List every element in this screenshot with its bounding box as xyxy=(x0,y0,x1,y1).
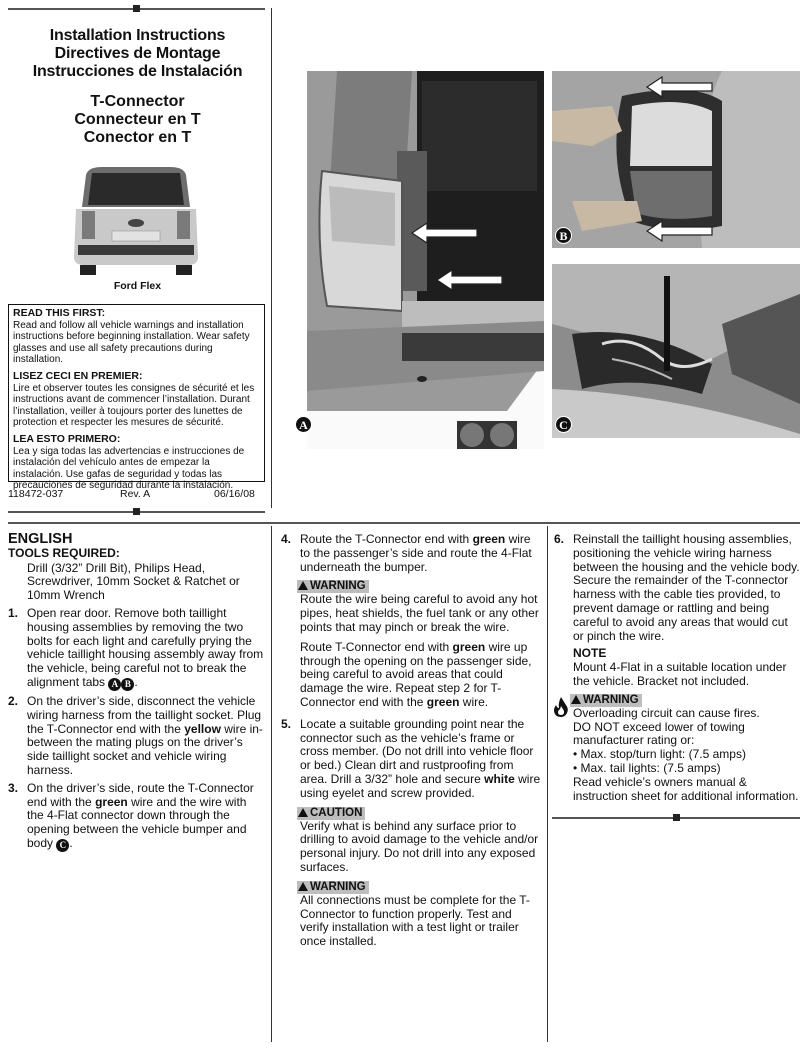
rule-marker xyxy=(673,814,680,821)
read-first-heading-es: LEA ESTO PRIMERO: xyxy=(13,432,121,445)
column-divider xyxy=(271,8,272,508)
product-en: T-Connector xyxy=(90,93,185,110)
step-5 xyxy=(281,718,543,801)
step-4-text-b: wire to the passenger’s side and route the 4-Flat underneath the bumper. xyxy=(300,532,532,574)
column-divider xyxy=(547,526,548,1042)
step-3: 3. On the driver’s side, route the T-Connector end with the green wire and the wire with the 4-Flat connector down through the opening between the vehicle bumper and body C . xyxy=(8,780,254,850)
column-3 xyxy=(554,533,800,803)
figure-ref-b: B xyxy=(121,678,134,691)
step-5-text-b: wire using eyelet and screw provided. xyxy=(300,771,541,800)
wire-color-green: green xyxy=(426,694,460,709)
warning-line-3: Read vehicle’s owners manual & instruction sheet for additional information. xyxy=(573,774,799,803)
read-first-body-es: Lea y siga todas las advertencias e instrucciones de instalación del vehículo antes de empezar la instalación. Use gafas de seguridad y todas las precauciones de seguridad durante la instalación. xyxy=(13,445,245,492)
warning-2-text: All connections must be complete for the T-Connector to function properly. Test and verify installation with a test light or trailer once installed. xyxy=(300,892,530,949)
step-1-text: Open rear door. Remove both taillight housing assemblies by removing the two bolts for each light and carefully prying the vehicle taillight housing assembly away from the vehicle, being careful not to break the alignment tabs xyxy=(27,605,264,689)
warning-label: WARNING xyxy=(310,880,366,893)
figure-ref-c: C xyxy=(56,839,69,852)
photo-a-rear-door xyxy=(307,71,544,449)
route-paragraph xyxy=(281,641,543,710)
tools-list: Drill (3/32” Drill Bit), Philips Head, Screwdriver, 10mm Socket & Ratchet or 10mm Wrench xyxy=(27,560,240,603)
step-4 xyxy=(281,533,543,574)
vehicle-caption: Ford Flex xyxy=(113,280,162,292)
figure-label-c: C xyxy=(555,416,572,433)
title-fr: Directives de Montage xyxy=(54,45,221,62)
read-first-body-en: Read and follow all vehicle warnings and installation instructions before beginning installation. Wear safety glasses and use all safety precautions during installation. xyxy=(13,319,250,366)
note-text: Mount 4-Flat in a suitable location under the vehicle. Bracket not included. xyxy=(573,660,787,688)
caution-tag xyxy=(297,807,365,820)
title-en: Installation Instructions xyxy=(49,27,226,44)
step-3-text-b: wire and the wire with the 4-Flat connector down through the opening between the vehicle bumper and body xyxy=(27,794,247,850)
route-text-c: wire. xyxy=(462,694,489,709)
column-divider xyxy=(271,526,272,1042)
step-4-text-a: Route the T-Connector end with xyxy=(300,532,470,546)
photo-c-bumper-opening xyxy=(552,264,800,438)
step-1: 1. Open rear door. Remove both taillight housing assemblies by removing the two bolts for each light and carefully prying the vehicle taillight housing assembly away from the vehicle, being careful not to break the alignment tabs A B . xyxy=(8,605,264,689)
tools-heading: TOOLS REQUIRED: xyxy=(8,545,120,560)
read-first-heading-en: READ THIS FIRST: xyxy=(13,307,106,319)
warning-tag xyxy=(297,881,369,894)
wire-color-white: white xyxy=(484,771,515,786)
caution-triangle-icon xyxy=(298,808,308,817)
figure-ref-a: A xyxy=(108,678,121,691)
warning-line-2: DO NOT exceed lower of towing manufacturer rating or: xyxy=(573,719,745,748)
product-es: Conector en T xyxy=(83,129,192,146)
step-6-text: Reinstall the taillight housing assemblies, positioning the vehicle wiring harness between the housing and the vehicle body. Secure the remainder of the T-connector harness with the cable ties provided, to prevent damage or rattling and being careful to avoid any areas that would cut or pinch the wire. xyxy=(573,532,800,643)
rule-marker xyxy=(133,5,140,12)
section-rule xyxy=(8,522,800,524)
figure-label-b: B xyxy=(555,227,572,244)
vehicle-rear-illustration xyxy=(72,165,200,277)
step-number: 6. xyxy=(554,532,565,546)
step-number: 5. xyxy=(281,716,292,731)
warning-triangle-icon xyxy=(298,581,308,590)
route-text-a: Route T-Connector end with xyxy=(300,639,450,654)
step-number: 1. xyxy=(8,605,19,620)
title-es: Instrucciones de Instalación xyxy=(32,63,243,80)
wire-color-green: green xyxy=(472,532,506,546)
read-first-box xyxy=(8,304,265,492)
photo-b-taillight xyxy=(552,71,800,248)
column-2 xyxy=(281,533,543,949)
route-text-b: wire up through the opening on the passenger side, being careful to avoid areas that could damage the wire. Repeat step 2 for T-Connector end with the xyxy=(300,639,532,709)
rule-marker xyxy=(133,508,140,515)
step-2 xyxy=(8,695,264,778)
step-5-text-a: Locate a suitable grounding point near the connector such as the vehicle’s frame or cross member. (Do not drill into vehicle floor or bed.) Clean dirt and rustproofing from area. Drill a 3/32” hole and secure xyxy=(300,716,534,786)
step-2-text-a: On the driver’s side, disconnect the vehicle wiring harness from the taillight socket. Plug the T-Connector end with the xyxy=(27,693,262,736)
read-first-heading-fr: LISEZ CECI EN PREMIER: xyxy=(13,369,143,382)
read-first-body-fr: Lire et observer toutes les consignes de sécurité et les instructions avant de commencer l’installation. Durant l’installation, veiller à toujours porter des lunettes de protection et respecter les mesures de sécurité. xyxy=(13,382,255,429)
step-number: 2. xyxy=(8,693,19,708)
caution-label: CAUTION xyxy=(310,806,363,819)
caution-text: Verify what is behind any surface prior to drilling to avoid damage to the vehicle and/or personal injury. Do not drill into any exposed surfaces. xyxy=(300,818,539,874)
step-number: 4. xyxy=(281,532,292,546)
warning-tag xyxy=(570,694,642,707)
note-label: NOTE xyxy=(573,646,607,661)
language-heading: ENGLISH xyxy=(8,531,73,547)
warning-triangle-icon xyxy=(298,882,308,891)
warning-bullet-1: • Max. stop/turn light: (7.5 amps) xyxy=(573,747,746,762)
doc-revision: Rev. A xyxy=(120,488,151,500)
fire-warning-block xyxy=(554,693,800,804)
column-1 xyxy=(8,533,264,852)
wire-color-green: green xyxy=(95,794,128,809)
figure-label-a: A xyxy=(295,416,312,433)
product-fr: Connecteur en T xyxy=(74,111,201,128)
step-3-text-a: On the driver’s side, route the T-Connector end with the xyxy=(27,780,254,809)
step-6 xyxy=(554,533,800,643)
wire-color-green: green xyxy=(452,639,486,654)
doc-number: 118472-037 xyxy=(8,488,64,500)
fire-hazard-icon xyxy=(552,696,570,718)
step-number: 3. xyxy=(8,780,19,795)
warning-label: WARNING xyxy=(583,693,639,706)
warning-line-1: Overloading circuit can cause fires. xyxy=(573,705,760,720)
warning-bullet-2: • Max. tail lights: (7.5 amps) xyxy=(573,760,721,775)
warning-label: WARNING xyxy=(310,580,366,593)
doc-date: 06/16/08 xyxy=(214,488,255,500)
warning-1-text: Route the wire being careful to avoid any hot pipes, heat shields, the fuel tank or any other points that may pinch or break the wire. xyxy=(300,592,539,634)
step-2-text-b: wire in-between the mating plugs on the driver’s side taillight socket and vehicle wiring harness. xyxy=(27,721,263,777)
wire-color-yellow: yellow xyxy=(184,721,221,736)
warning-triangle-icon xyxy=(571,695,581,704)
